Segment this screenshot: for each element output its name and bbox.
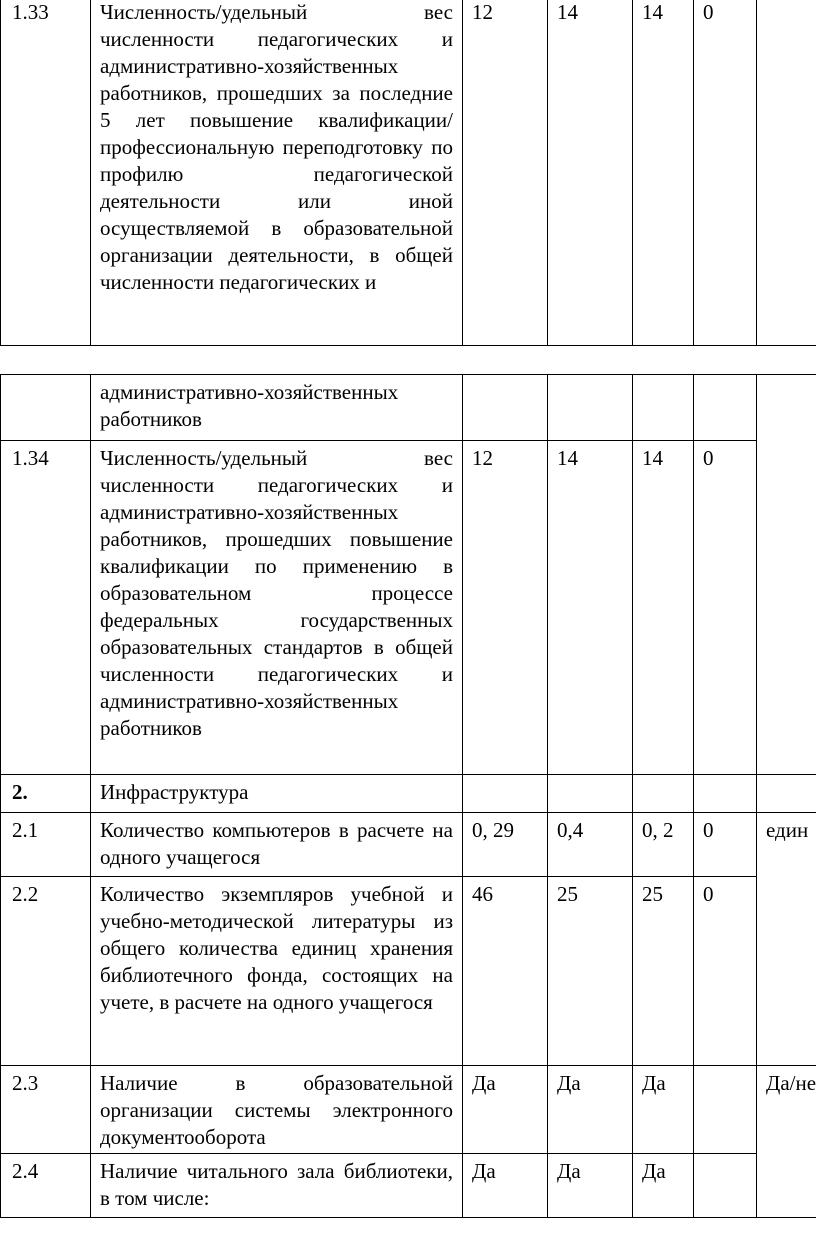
value-cell: Да — [633, 1066, 694, 1154]
table-row — [1, 441, 816, 775]
table-row — [1, 375, 816, 441]
value-cell: 12 — [463, 441, 548, 775]
value-cell — [694, 775, 757, 813]
row-description: административно-хозяйственных работников — [91, 375, 463, 441]
row-number: 2.1 — [1, 813, 91, 877]
value-cell: 14 — [633, 441, 694, 775]
value-cell: 0 — [694, 0, 757, 346]
indicators-table-page2 — [0, 374, 816, 1218]
value-cell — [694, 1154, 757, 1218]
table-row — [1, 1154, 816, 1218]
value-cell: 0 — [694, 877, 757, 1066]
value-cell: Да — [548, 1066, 633, 1154]
row-description: Наличие читального зала библиотеки, в том числе: — [91, 1154, 463, 1218]
row-description: Численность/удельный вес численности педагогических и административно-хозяйственных работников, прошедших за последние 5 лет повышение квалификации/профессиональную переподготовку по профилю педагогической деятельности или иной осуществляемой в образовательной организации деятельности, в общей численности педагогических и — [91, 0, 463, 346]
value-cell: 25 — [633, 877, 694, 1066]
value-cell — [548, 775, 633, 813]
value-cell: 14 — [548, 441, 633, 775]
value-cell: 0 — [694, 813, 757, 877]
value-cell — [463, 775, 548, 813]
value-cell — [694, 375, 757, 441]
table-row — [1, 775, 816, 813]
value-cell: Да — [548, 1154, 633, 1218]
unit-cell: Да/не — [757, 1066, 816, 1218]
value-cell: 0,4 — [548, 813, 633, 877]
row-number: 2.2 — [1, 877, 91, 1066]
unit-cell — [757, 375, 816, 775]
row-description: Наличие в образовательной организации системы электронного документооборота — [91, 1066, 463, 1154]
value-cell: Да — [633, 1154, 694, 1218]
table-row — [1, 1066, 816, 1154]
row-description: Количество экземпляров учебной и учебно-методической литературы из общего количества единиц хранения библиотечного фонда, состоящих на учете, в расчете на одного учащегося — [91, 877, 463, 1066]
row-number: 1.33 — [1, 0, 91, 346]
section-title: Инфраструктура — [91, 775, 463, 813]
table-row — [1, 877, 816, 1066]
value-cell — [463, 375, 548, 441]
row-number: 2.4 — [1, 1154, 91, 1218]
section-number: 2. — [1, 775, 91, 813]
row-number: 1.34 — [1, 441, 91, 775]
value-cell — [694, 1066, 757, 1154]
unit-cell — [757, 775, 816, 813]
row-description: Численность/удельный вес численности педагогических и административно-хозяйственных работников, прошедших повышение квалификации по применению в образовательном процессе федеральных государственных образовательных стандартов в общей численности педагогических и административно-хозяйственных работников — [91, 441, 463, 775]
value-cell: 0 — [694, 441, 757, 775]
unit-cell — [757, 0, 816, 346]
value-cell: Да — [463, 1066, 548, 1154]
value-cell: 0, 29 — [463, 813, 548, 877]
value-cell — [633, 775, 694, 813]
value-cell: 12 — [463, 0, 548, 346]
table-row — [1, 0, 816, 346]
value-cell: 25 — [548, 877, 633, 1066]
row-number — [1, 375, 91, 441]
value-cell: 14 — [548, 0, 633, 346]
table-row — [1, 813, 816, 877]
value-cell — [548, 375, 633, 441]
value-cell: Да — [463, 1154, 548, 1218]
row-number: 2.3 — [1, 1066, 91, 1154]
unit-cell: един — [757, 813, 816, 1066]
row-description: Количество компьютеров в расчете на одного учащегося — [91, 813, 463, 877]
value-cell — [633, 375, 694, 441]
value-cell: 46 — [463, 877, 548, 1066]
indicators-table-page1 — [0, 0, 816, 346]
value-cell: 0, 2 — [633, 813, 694, 877]
value-cell: 14 — [633, 0, 694, 346]
